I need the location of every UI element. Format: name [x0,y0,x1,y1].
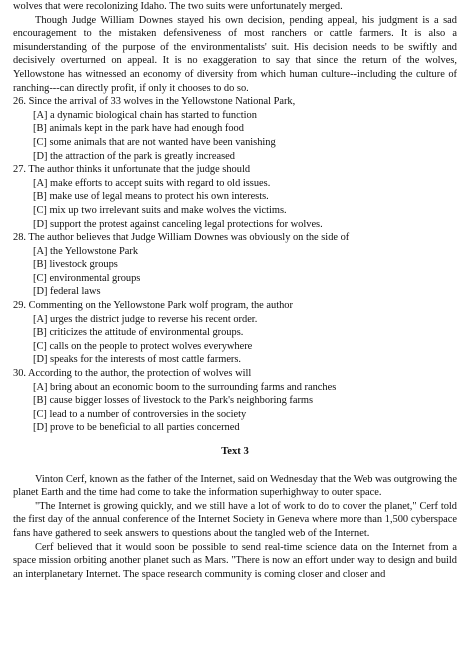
question-27 [13,163,457,231]
option-b: [B] animals kept in the park have had enough food [33,123,244,135]
text3-paragraph-2: "The Internet is growing quickly, and we still have a lot of work to do to cover the planet," Cerf told the first day of the annual conference of the Internet Society in Geneva where more than 1,500 cyberspace fans have gathered to seek answers to questions about the tangled web of the Internet. [13,500,457,539]
section-title: Text 3 [221,446,249,457]
question-stem: 28. The author believes that Judge William Downes was obviously on the side of [13,232,350,244]
text3-paragraph-1: Vinton Cerf, known as the father of the Internet, said on Wednesday that the Web was outgrowing the planet Earth and the time had come to take the information superhighway to outer space. [13,473,457,499]
question-26 [13,95,457,163]
option-a: [A] a dynamic biological chain has started to function [33,109,257,121]
option-a: [A] the Yellowstone Park [33,245,139,257]
text3-paragraph-3: Cerf believed that it would soon be possible to send real-time science data on the Internet from a space mission orbiting another planet such as Mars. "There is now an effort under way to design and build an interplanetary Internet. The space research community is coming closer and closer and [13,541,457,580]
question-list [13,95,457,435]
option-a: [A] urges the district judge to reverse his recent order. [33,313,258,325]
passage-paragraph-0: wolves that were recolonizing Idaho. The two suits were unfortunately merged. [13,1,343,12]
option-b: [B] make use of legal means to protect his own interests. [33,191,269,203]
option-list [13,109,457,163]
option-c: [C] calls on the people to protect wolves everywhere [33,340,253,352]
option-a: [A] bring about an economic boom to the surrounding farms and ranches [33,381,337,393]
option-b: [B] cause bigger losses of livestock to the Park's neighboring farms [33,395,314,407]
question-29 [13,299,457,367]
option-d: [D] prove to be beneficial to all parties concerned [33,422,240,434]
option-b: [B] criticizes the attitude of environmental groups. [33,327,244,339]
passage-top [13,0,457,95]
option-c: [C] mix up two irrelevant suits and make wolves the victims. [33,204,287,216]
question-stem: 29. Commenting on the Yellowstone Park wolf program, the author [13,300,293,312]
passage-paragraph-1: Though Judge William Downes stayed his own decision, pending appeal, his judgment is a sad encouragement to the mistaken defensiveness of most ranchers or cattle farmers. It is also a misunderstanding of the purpose of the environmentalists' suit. His decision needs to be swiftly and decisively overturned on appeal. It is no exaggeration to say that since the return of the wolves, Yellowstone has witnessed an economy of diversity from which human culture--including the culture of ranching---can directly profit, if only it chooses to do so. [13,14,457,94]
option-list [13,177,457,231]
option-d: [D] the attraction of the park is greatly increased [33,150,235,162]
question-30 [13,367,457,435]
option-b: [B] livestock groups [33,259,118,271]
option-c: [C] environmental groups [33,272,141,284]
option-d: [D] support the protest against canceling legal protections for wolves. [33,218,323,230]
text3-passage [13,473,457,582]
option-d: [D] federal laws [33,286,101,298]
question-stem: 30. According to the author, the protection of wolves will [13,368,252,380]
option-list [13,245,457,299]
question-stem: 27. The author thinks it unfortunate that the judge should [13,164,251,176]
question-stem: 26. Since the arrival of 33 wolves in the Yellowstone National Park, [13,96,296,108]
option-d: [D] speaks for the interests of most cattle farmers. [33,354,242,366]
option-list [13,381,457,435]
option-c: [C] lead to a number of controversies in the society [33,408,247,420]
option-a: [A] make efforts to accept suits with regard to old issues. [33,177,271,189]
option-list [13,313,457,367]
question-28 [13,231,457,299]
option-c: [C] some animals that are not wanted have been vanishing [33,136,276,148]
